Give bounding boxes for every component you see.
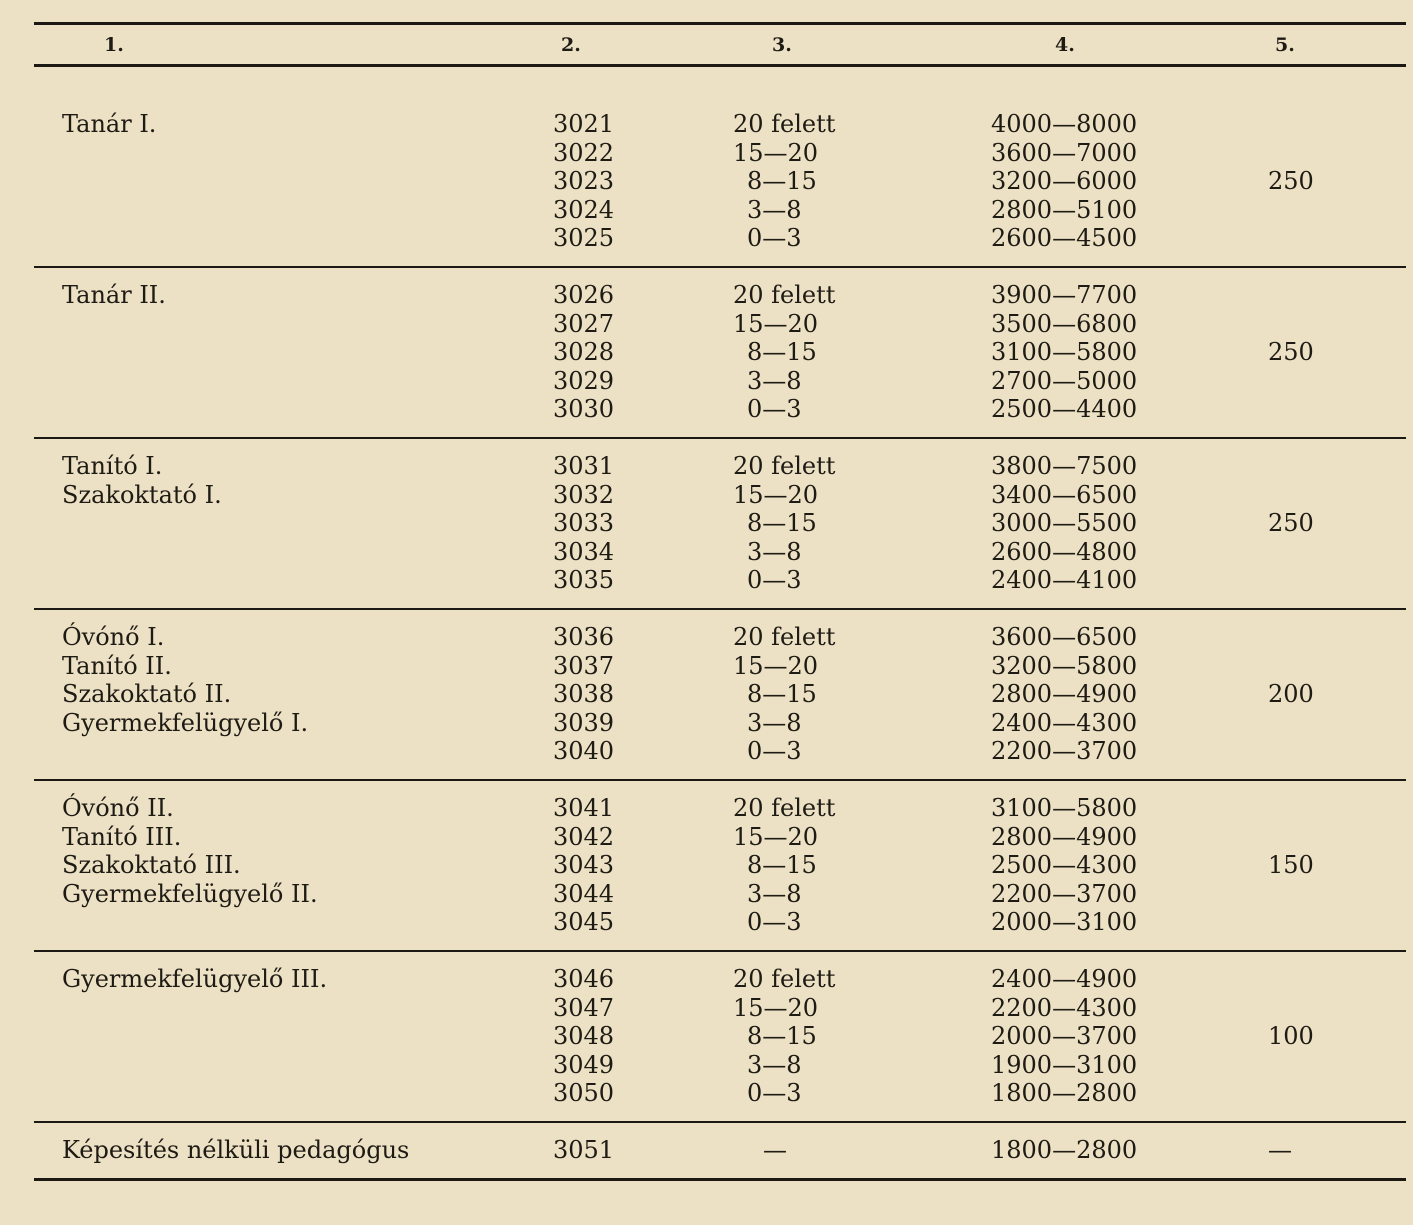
position-name: Tanító I. xyxy=(62,452,163,480)
pay-code: 3036 xyxy=(553,623,615,651)
group-divider xyxy=(34,437,1406,439)
salary-range: 2800—4900 xyxy=(991,680,1138,708)
years-of-service: 0—3 xyxy=(747,224,802,252)
position-name: Gyermekfelügyelő I. xyxy=(62,708,309,737)
salary-range: 2200—3700 xyxy=(991,737,1138,765)
years-of-service: 8—15 xyxy=(747,509,817,537)
column-header-2: 2. xyxy=(561,34,581,56)
pay-code: 3029 xyxy=(553,366,615,395)
salary-range: 3100—5800 xyxy=(991,338,1138,366)
salary-range: 2500—4400 xyxy=(991,395,1138,423)
bonus-value: 250 xyxy=(1268,167,1314,195)
pay-code: 3033 xyxy=(553,509,615,537)
position-name: Szakoktató I. xyxy=(62,480,222,509)
pay-code: 3034 xyxy=(553,537,615,566)
pay-code: 3022 xyxy=(553,138,615,167)
years-of-service: 20 felett xyxy=(733,281,836,309)
salary-range: 2800—4900 xyxy=(991,822,1138,851)
years-of-service: 8—15 xyxy=(747,851,817,879)
group-divider xyxy=(34,608,1406,610)
salary-range: 3800—7500 xyxy=(991,452,1138,480)
pay-code: 3046 xyxy=(553,965,615,993)
years-of-service: 3—8 xyxy=(747,195,802,224)
top-rule xyxy=(34,22,1406,25)
pay-code: 3038 xyxy=(553,680,615,708)
years-of-service: 3—8 xyxy=(747,537,802,566)
group-divider xyxy=(34,1178,1406,1181)
salary-range: 3200—6000 xyxy=(991,167,1138,195)
pay-code: 3021 xyxy=(553,110,615,138)
bonus-value: 250 xyxy=(1268,509,1314,537)
salary-range: 2600—4800 xyxy=(991,537,1138,566)
years-of-service: 3—8 xyxy=(747,879,802,908)
salary-range: 3900—7700 xyxy=(991,281,1138,309)
bonus-value: 150 xyxy=(1268,851,1314,879)
pay-code: 3025 xyxy=(553,224,615,252)
column-header-5: 5. xyxy=(1275,34,1295,56)
group-divider xyxy=(34,779,1406,781)
position-name: Tanító II. xyxy=(62,651,172,680)
salary-range: 3200—5800 xyxy=(991,651,1138,680)
salary-range: 3600—7000 xyxy=(991,138,1138,167)
salary-range: 3600—6500 xyxy=(991,623,1138,651)
bonus-value: 200 xyxy=(1268,680,1314,708)
pay-code: 3037 xyxy=(553,651,615,680)
position-name: Tanító III. xyxy=(62,822,182,851)
group-divider xyxy=(34,266,1406,268)
column-header-4: 4. xyxy=(1055,34,1075,56)
position-name: Gyermekfelügyelő III. xyxy=(62,965,328,993)
position-name: Szakoktató III. xyxy=(62,851,241,879)
years-of-service: 3—8 xyxy=(747,366,802,395)
pay-code: 3045 xyxy=(553,908,615,936)
years-of-service: 15—20 xyxy=(733,138,819,167)
years-of-service: 8—15 xyxy=(747,338,817,366)
group-divider xyxy=(34,950,1406,952)
salary-range: 2700—5000 xyxy=(991,366,1138,395)
pay-code: 3040 xyxy=(553,737,615,765)
position-name: Gyermekfelügyelő II. xyxy=(62,879,318,908)
position-name: Képesítés nélküli pedagógus xyxy=(62,1136,410,1164)
pay-code: 3044 xyxy=(553,879,615,908)
salary-range: 2800—5100 xyxy=(991,195,1138,224)
bonus-value: — xyxy=(1268,1136,1292,1164)
pay-code: 3031 xyxy=(553,452,615,480)
salary-range: 2400—4100 xyxy=(991,566,1138,594)
group-divider xyxy=(34,1121,1406,1123)
pay-code: 3030 xyxy=(553,395,615,423)
salary-range: 1900—3100 xyxy=(991,1050,1138,1079)
pay-code: 3027 xyxy=(553,309,615,338)
years-of-service: 20 felett xyxy=(733,965,836,993)
pay-code: 3041 xyxy=(553,794,615,822)
position-name: Szakoktató II. xyxy=(62,680,232,708)
years-of-service: 0—3 xyxy=(747,908,802,936)
pay-code: 3032 xyxy=(553,480,615,509)
pay-code: 3051 xyxy=(553,1136,615,1164)
column-header-1: 1. xyxy=(104,34,124,56)
salary-range: 3400—6500 xyxy=(991,480,1138,509)
years-of-service: 15—20 xyxy=(733,993,819,1022)
salary-range: 2400—4900 xyxy=(991,965,1138,993)
years-of-service: 20 felett xyxy=(733,623,836,651)
years-of-service: 0—3 xyxy=(747,1079,802,1107)
years-of-service: 15—20 xyxy=(733,651,819,680)
position-name: Óvónő I. xyxy=(62,623,165,651)
years-of-service: 15—20 xyxy=(733,480,819,509)
salary-range: 2000—3700 xyxy=(991,1022,1138,1050)
header-rule xyxy=(34,64,1406,67)
years-of-service: 8—15 xyxy=(747,1022,817,1050)
salary-range: 4000—8000 xyxy=(991,110,1138,138)
years-of-service: 8—15 xyxy=(747,680,817,708)
years-of-service: 20 felett xyxy=(733,452,836,480)
salary-range: 1800—2800 xyxy=(991,1079,1138,1107)
position-name: Tanár II. xyxy=(62,281,166,309)
pay-code: 3050 xyxy=(553,1079,615,1107)
years-of-service: 20 felett xyxy=(733,794,836,822)
years-of-service: 0—3 xyxy=(747,566,802,594)
position-name: Tanár I. xyxy=(62,110,157,138)
pay-code: 3049 xyxy=(553,1050,615,1079)
pay-code: 3028 xyxy=(553,338,615,366)
years-of-service: 3—8 xyxy=(747,1050,802,1079)
salary-range: 1800—2800 xyxy=(991,1136,1138,1164)
pay-code: 3043 xyxy=(553,851,615,879)
salary-range: 3100—5800 xyxy=(991,794,1138,822)
years-of-service: 8—15 xyxy=(747,167,817,195)
years-of-service: 3—8 xyxy=(747,708,802,737)
salary-range: 2200—4300 xyxy=(991,993,1138,1022)
pay-code: 3042 xyxy=(553,822,615,851)
pay-code: 3048 xyxy=(553,1022,615,1050)
pay-code: 3026 xyxy=(553,281,615,309)
years-of-service: 20 felett xyxy=(733,110,836,138)
salary-range: 2400—4300 xyxy=(991,708,1138,737)
position-name: Óvónő II. xyxy=(62,794,174,822)
years-of-service: 0—3 xyxy=(747,395,802,423)
salary-range: 2600—4500 xyxy=(991,224,1138,252)
pay-code: 3039 xyxy=(553,708,615,737)
column-header-3: 3. xyxy=(772,34,792,56)
years-of-service: 0—3 xyxy=(747,737,802,765)
years-of-service: 15—20 xyxy=(733,822,819,851)
bonus-value: 100 xyxy=(1268,1022,1314,1050)
salary-range: 3000—5500 xyxy=(991,509,1138,537)
years-of-service: — xyxy=(763,1136,787,1164)
salary-range: 2000—3100 xyxy=(991,908,1138,936)
salary-range: 2200—3700 xyxy=(991,879,1138,908)
pay-code: 3047 xyxy=(553,993,615,1022)
pay-code: 3024 xyxy=(553,195,615,224)
pay-code: 3023 xyxy=(553,167,615,195)
pay-code: 3035 xyxy=(553,566,615,594)
salary-range: 3500—6800 xyxy=(991,309,1138,338)
years-of-service: 15—20 xyxy=(733,309,819,338)
salary-range: 2500—4300 xyxy=(991,851,1138,879)
bonus-value: 250 xyxy=(1268,338,1314,366)
